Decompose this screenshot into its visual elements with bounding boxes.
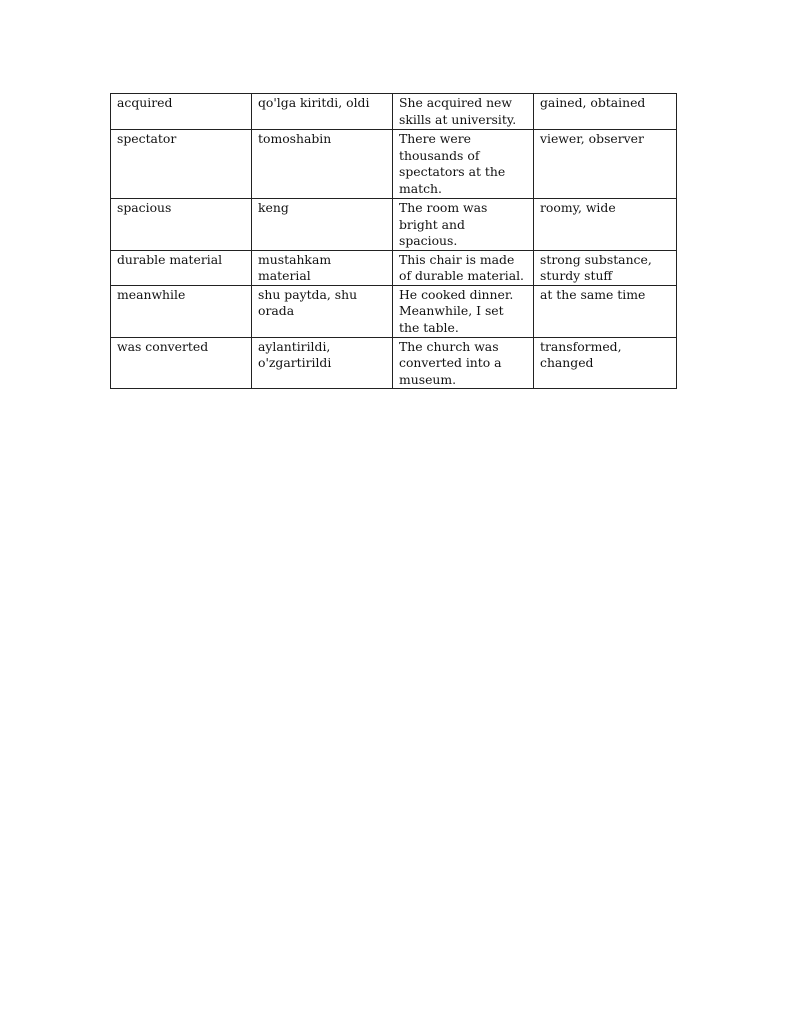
table-row: [111, 199, 677, 251]
example-cell: This chair is made of durable material.: [393, 250, 534, 285]
word-cell: acquired: [111, 94, 252, 130]
translation-cell: mustahkam material: [252, 250, 393, 285]
translation-cell: keng: [252, 199, 393, 251]
word-cell: meanwhile: [111, 285, 252, 337]
synonyms-cell: strong substance, sturdy stuff: [534, 250, 677, 285]
word-cell: spacious: [111, 199, 252, 251]
vocabulary-table: [110, 93, 677, 389]
table-row: [111, 285, 677, 337]
table-row: [111, 337, 677, 389]
table-row: [111, 250, 677, 285]
table-row: [111, 94, 677, 130]
word-cell: was converted: [111, 337, 252, 389]
word-cell: durable material: [111, 250, 252, 285]
translation-cell: aylantirildi, o'zgartirildi: [252, 337, 393, 389]
synonyms-cell: at the same time: [534, 285, 677, 337]
example-cell: There were thousands of spectators at the match.: [393, 130, 534, 199]
example-cell: She acquired new skills at university.: [393, 94, 534, 130]
table-row: [111, 130, 677, 199]
example-cell: The church was converted into a museum.: [393, 337, 534, 389]
example-cell: He cooked dinner. Meanwhile, I set the table.: [393, 285, 534, 337]
translation-cell: shu paytda, shu orada: [252, 285, 393, 337]
translation-cell: tomoshabin: [252, 130, 393, 199]
synonyms-cell: transformed, changed: [534, 337, 677, 389]
synonyms-cell: roomy, wide: [534, 199, 677, 251]
example-cell: The room was bright and spacious.: [393, 199, 534, 251]
synonyms-cell: viewer, observer: [534, 130, 677, 199]
synonyms-cell: gained, obtained: [534, 94, 677, 130]
translation-cell: qo'lga kiritdi, oldi: [252, 94, 393, 130]
word-cell: spectator: [111, 130, 252, 199]
